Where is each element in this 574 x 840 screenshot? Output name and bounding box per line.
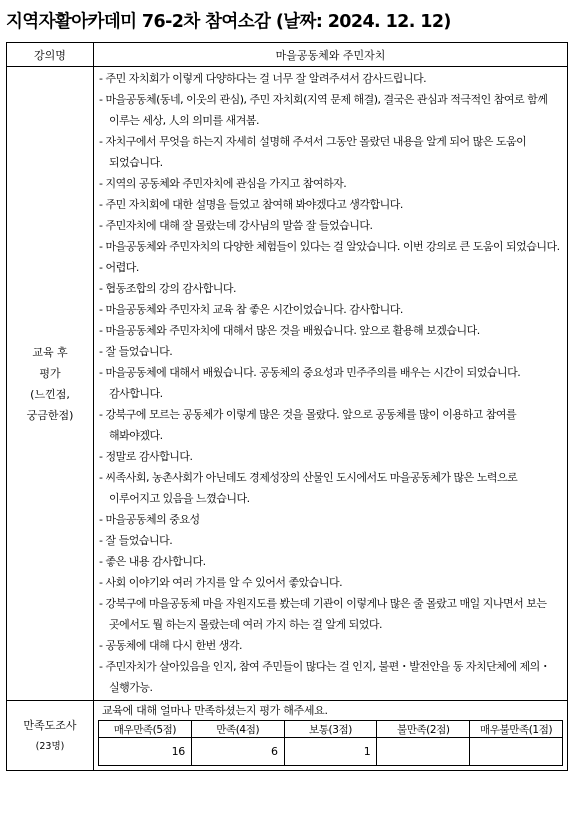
- header-row: [7, 43, 568, 67]
- score-header: 만족(4점): [191, 721, 284, 738]
- feedback-cell: [94, 67, 568, 701]
- evaluation-label-line: (느낀점,: [30, 387, 70, 401]
- feedback-item: - 마을공동체의 중요성: [99, 509, 563, 530]
- score-value-row: [99, 738, 563, 766]
- satisfaction-label-title: 만족도조사: [23, 718, 77, 732]
- feedback-item: - 마을공동체(동네, 이웃의 관심), 주민 자치회(지역 문제 해결), 결국은 관심과 적극적인 참여로 함께 이루는 세상, 人의 의미를 새겨봄.: [99, 89, 563, 131]
- score-header: 불만족(2점): [377, 721, 470, 738]
- feedback-item: - 마을공동체와 주민자치 교육 참 좋은 시간이었습니다. 감사합니다.: [99, 299, 563, 320]
- feedback-item: - 잘 들었습니다.: [99, 341, 563, 362]
- lecture-name-value: 마을공동체와 주민자치: [94, 43, 568, 67]
- page-title: 지역자활아카데미 76-2차 참여소감 (날짜: 2024. 12. 12): [6, 12, 451, 32]
- feedback-list: [99, 68, 563, 698]
- respondent-count: (23명): [35, 740, 65, 752]
- feedback-item: - 협동조합의 강의 감사합니다.: [99, 278, 563, 299]
- feedback-item: - 마을공동체와 주민자치의 다양한 체험들이 있다는 걸 알았습니다. 이번 강의로 큰 도움이 되었습니다.: [99, 236, 563, 257]
- feedback-item: - 좋은 내용 감사합니다.: [99, 551, 563, 572]
- survey-question: 교육에 대해 얼마나 만족하셨는지 평가 해주세요.: [102, 704, 328, 717]
- score-value: 16: [99, 738, 192, 766]
- score-value: 6: [191, 738, 284, 766]
- score-value: 1: [284, 738, 377, 766]
- feedback-item: - 씨족사회, 농촌사회가 아닌데도 경제성장의 산물인 도시에서도 마을공동체가 많은 노력으로 이루어지고 있음을 느꼈습니다.: [99, 467, 563, 509]
- lecture-name-label: 강의명: [7, 43, 94, 67]
- feedback-item: - 정말로 감사합니다.: [99, 446, 563, 467]
- score-table: [98, 720, 563, 766]
- feedback-item: - 강북구에 마을공동체 마을 자원지도를 봤는데 기관이 이렇게나 많은 줄 몰랐고 매일 지나면서 보는 곳에서도 뭘 하는지 몰랐는데 여러 가지 하는 걸 알게 되었다.: [99, 593, 563, 635]
- feedback-item: - 마을공동체에 대해서 배웠습니다. 공동체의 중요성과 민주주의를 배우는 시간이 되었습니다. 감사합니다.: [99, 362, 563, 404]
- feedback-item: - 사회 이야기와 여러 가지를 알 수 있어서 좋았습니다.: [99, 572, 563, 593]
- evaluation-label-line: 교육 후: [32, 345, 68, 359]
- satisfaction-row: [7, 701, 568, 771]
- feedback-item: - 잘 들었습니다.: [99, 530, 563, 551]
- evaluation-label: [7, 67, 94, 701]
- evaluation-row: [7, 67, 568, 701]
- evaluation-label-line: 궁금한점): [26, 408, 74, 422]
- score-header: 보통(3점): [284, 721, 377, 738]
- feedback-item: - 공동체에 대해 다시 한번 생각.: [99, 635, 563, 656]
- survey-table: [6, 42, 568, 771]
- feedback-item: - 자치구에서 무엇을 하는지 자세히 설명해 주셔서 그동안 몰랐던 내용을 알게 되어 많은 도움이 되었습니다.: [99, 131, 563, 173]
- score-header-row: [99, 721, 563, 738]
- feedback-item: - 주민 자치회가 이렇게 다양하다는 걸 너무 잘 알려주셔서 감사드립니다.: [99, 68, 563, 89]
- feedback-item: - 주민자치가 살아있음을 인지, 참여 주민들이 많다는 걸 인지, 불편・발전안을 동 자치단체에 제의・실행가능.: [99, 656, 563, 698]
- feedback-item: - 지역의 공동체와 주민자치에 관심을 가지고 참여하자.: [99, 173, 563, 194]
- score-value: [377, 738, 470, 766]
- score-header: 매우만족(5점): [99, 721, 192, 738]
- feedback-item: - 강북구에 모르는 공동체가 이렇게 많은 것을 몰랐다. 앞으로 공동체를 많이 이용하고 참여를 해봐야겠다.: [99, 404, 563, 446]
- feedback-item: - 주민 자치회에 대한 설명을 들었고 참여해 봐야겠다고 생각합니다.: [99, 194, 563, 215]
- feedback-item: - 주민자치에 대해 잘 몰랐는데 강사님의 말씀 잘 들었습니다.: [99, 215, 563, 236]
- score-header: 매우불만족(1점): [470, 721, 563, 738]
- satisfaction-label: [7, 701, 94, 771]
- feedback-item: - 마을공동체와 주민자치에 대해서 많은 것을 배웠습니다. 앞으로 활용해 보겠습니다.: [99, 320, 563, 341]
- score-value: [470, 738, 563, 766]
- feedback-item: - 어렵다.: [99, 257, 563, 278]
- survey-cell: [94, 701, 568, 771]
- evaluation-label-line: 평가: [39, 366, 61, 380]
